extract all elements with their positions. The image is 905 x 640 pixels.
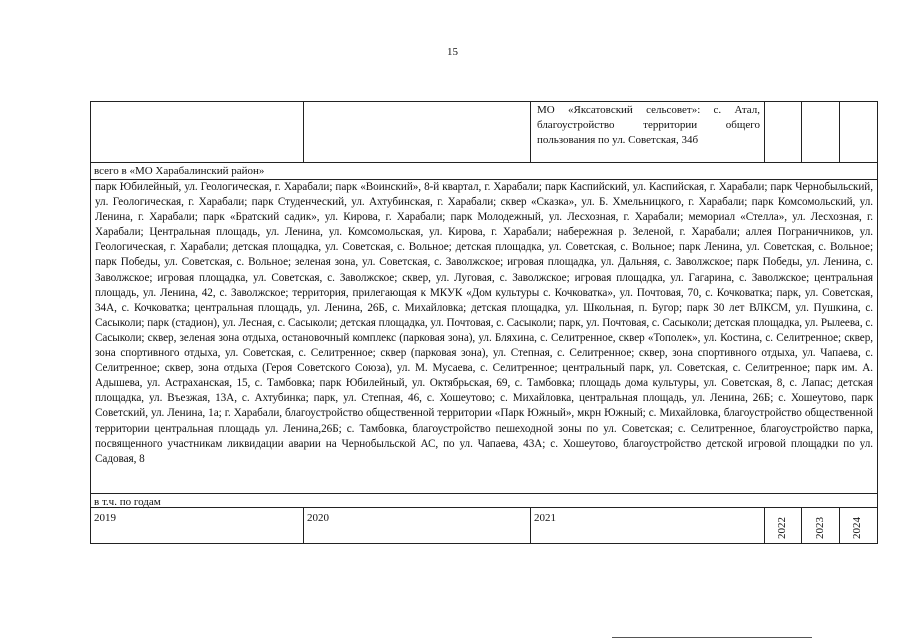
table-cell: [91, 102, 304, 162]
row-divider: [91, 493, 877, 494]
data-table: [90, 101, 878, 544]
year-2020-cell: 2020: [304, 508, 531, 544]
table-cell: [304, 102, 531, 162]
table-row: [91, 102, 877, 162]
year-2021-cell: 2021: [531, 508, 765, 544]
year-2023-label: 2023: [814, 517, 826, 539]
table-cell: [802, 102, 840, 162]
page-number: 15: [447, 46, 458, 58]
footer-rule: [612, 637, 812, 638]
by-years-label: в т.ч. по годам: [94, 496, 161, 508]
row-divider: [91, 162, 877, 163]
year-2022-label: 2022: [776, 517, 788, 539]
years-row: [91, 508, 877, 544]
year-2023-cell: [802, 508, 840, 544]
table-cell: [765, 102, 802, 162]
year-2022-cell: [765, 508, 802, 544]
mo-yaksatovsky-cell: МО «Яксатовский сельсовет»: с. Атал, благоустройство территории общего пользования по ул. Советская, 34б: [531, 102, 765, 162]
table-cell: [840, 102, 877, 162]
year-2019-cell: 2019: [91, 508, 304, 544]
parks-list-text: парк Юбилейный, ул. Геологическая, г. Харабали; парк «Воинский», 8-й квартал, г. Харабали; парк Каспийский, ул. Каспийская, г. Харабали; парк Чернобыльский, ул. Геологическая, г. Харабали; парк Студенческий, ул. Ахтубинская, г. Харабали; сквер «Сказка», ул. Б. Хмельницкого, г. Харабали; парк Комсомольский, ул. Ленина, г. Харабали; парк «Братский садик», ул. Кирова, г. Харабали; парк Молодежный, ул. Лесхозная, г. Харабали; мемориал «Стелла», ул. Лесхозная, г. Харабали; Центральная площадь, ул. Ленина, ул. Комсомольская, ул. Кирова, г. Харабали; набережная р. Зеленой, г. Харабали; аллея Пограничников, ул. Геологическая, г. Харабали; детская площадка, ул. Советская, с. Вольное; детская площадка, ул. Советская, с. Вольное; парк Ленина, ул. Советская, с. Вольное; парк Победы, ул. Советская, с. Вольное; зеленая зона, ул. Советская, с. Заволжское; игровая площадка, ул. Дальняя, с. Заволжское; парк Победы, ул. Ленина, с. Заволжское; игровая площадка, ул. Советская, с. Заволжское; сквер, ул. Луговая, с. Заволжское; игровая площадка, ул. Гагарина, с. Заволжское; центральная площадь, ул. Ленина, 42, с. Заволжское; территория, прилегающая к МКУК «Дом культуры с. Кочковатка», ул. Почтовая, 70, с. Кочковатка; парк, ул. Советская, 34А, с. Кочковатка; центральная площадь, ул. Ленина, 26Б, с. Михайловка; детская площадка, ул. Школьная, п. Бугор; парк 30 лет ВЛКСМ, ул. Пушкина, с. Сасыколи; парк (стадион), ул. Лесная, с. Сасыколи; детская площадка, ул. Почтовая, с. Сасыколи; парк, ул. Почтовая, с. Сасыколи; детская площадка, ул. Рылеева, с. Сасыколи; сквер, зеленая зона отдыха, остановочный комплекс (парковая зона), ул. Бляхина, с. Селитренное, сквер «Тополек», ул. Костина, с. Селитренное; сквер, зона спортивного отдыха, ул. Советская, с. Селитренное; сквер (парковая зона), ул. Степная, с. Селитренное; сквер, зона спортивного отдыха, ул. Чапаева, с. Селитренное; сквер, зона отдыха (Героя Советского Союза), ул. М. Мусаева, с. Селитренное; центральный парк, ул. Советская, с. Селитренное; парк им. А. Адышева, ул. Астраханская, 15, с. Тамбовка; парк Юбилейный, ул. Октябрьская, 69, с. Тамбовка; площадь дома культуры, ул. Советская, 8, с. Лапас; детская площадка, ул. Въезжая, 13А, с. Ахтубинка; парк, ул. Степная, 46, с. Хошеутово; с. Михайловка, центральная площадь, ул. Ленина, 26Б; с. Хошеутово, парк Советский, ул. Ленина, 1а; г. Харабали, благоустройство общественной территории «Парк Южный», мкрн Южный; с. Михайловка, благоустройство общественной территории центральная площадь ул. Ленина,26Б; с. Тамбовка, благоустройство пешеходной зоны по ул. Советская; с. Селитренное, благоустройство парка, посвященного участникам ликвидации аварии на Чернобыльской АС, по ул. Чапаева, 43А; с. Хошеутово, благоустройство детской игровой площадки по ул. Садовая, 8: [95, 181, 873, 465]
year-2024-cell: [840, 508, 877, 544]
year-2024-label: 2024: [851, 517, 863, 539]
total-label: всего в «МО Харабалинский район»: [94, 165, 265, 177]
